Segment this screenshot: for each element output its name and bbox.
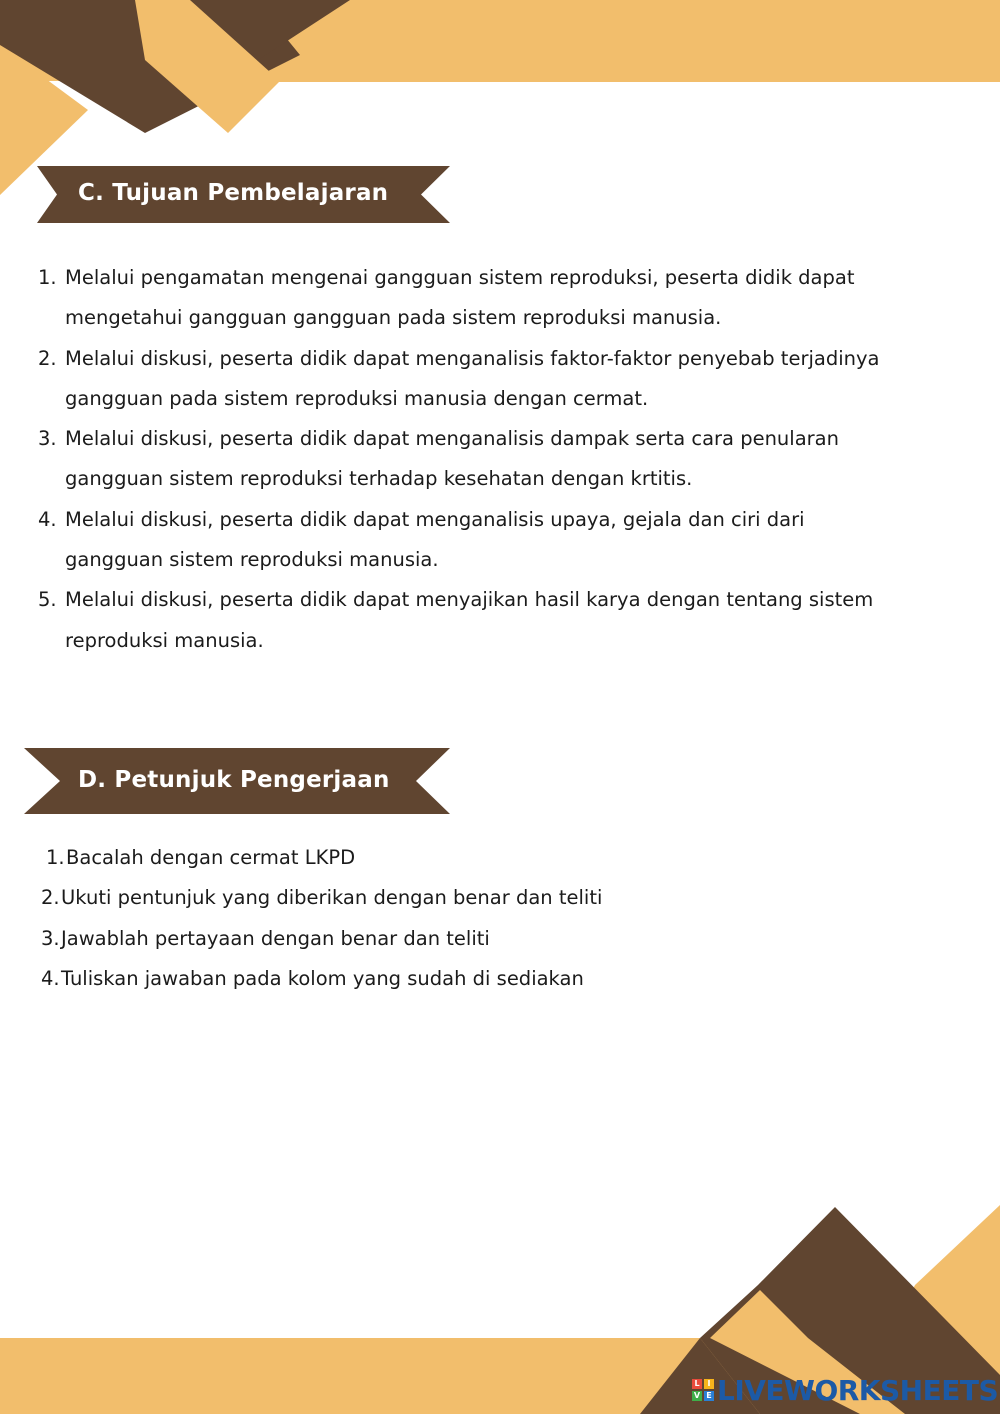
logo-letter: L: [692, 1379, 702, 1389]
list-item-number: 1.: [46, 846, 65, 869]
liveworksheets-watermark: [692, 1374, 998, 1406]
list-item-text: Jawablah pertayaan dengan benar dan teliti: [61, 926, 490, 950]
list-item-text: Melalui diskusi, peserta didik dapat menyajikan hasil karya dengan tentang sistem reproduksi manusia.: [65, 588, 874, 652]
list-item-number: 4.: [38, 507, 57, 531]
instructions-list: [41, 838, 941, 999]
list-item-text: Melalui diskusi, peserta didik dapat menganalisis dampak serta cara penularan gangguan sistem reproduksi terhadap kesehatan dengan krtitis.: [65, 427, 839, 491]
watermark-text: LIVEWORKSHEETS: [717, 1373, 999, 1407]
logo-letter: I: [704, 1379, 714, 1389]
section-c-title: C. Tujuan Pembelajaran: [78, 180, 389, 206]
list-item: [41, 838, 941, 878]
liveworksheets-logo-icon: [692, 1379, 714, 1401]
section-d-banner: [24, 748, 450, 814]
list-item-number: 2.: [41, 886, 60, 910]
list-item-number: 3.: [38, 427, 57, 451]
list-item: [41, 959, 941, 999]
list-item: [38, 500, 968, 581]
logo-letter: V: [693, 1391, 701, 1400]
list-item-text: Tuliskan jawaban pada kolom yang sudah di sediakan: [61, 966, 584, 990]
section-d-title: D. Petunjuk Pengerjaan: [78, 767, 390, 793]
list-item: [38, 580, 968, 661]
list-item-number: 2.: [38, 346, 57, 370]
list-item-text: Melalui pengamatan mengenai gangguan sistem reproduksi, peserta didik dapat mengetahui gangguan gangguan pada sistem reproduksi manusia.: [65, 266, 855, 330]
objectives-list: [38, 258, 968, 661]
list-item-text: Bacalah dengan cermat LKPD: [66, 846, 356, 869]
list-item: [38, 258, 968, 339]
section-c-banner: [37, 166, 450, 223]
top-white-inset: [258, 81, 1000, 82]
list-item-number: 3.: [41, 926, 60, 950]
list-item-text: Melalui diskusi, peserta didik dapat menganalisis upaya, gejala dan ciri dari gangguan sistem reproduksi manusia.: [65, 507, 805, 572]
list-item-number: 1.: [38, 266, 57, 289]
list-item-text: Melalui diskusi, peserta didik dapat menganalisis faktor-faktor penyebab terjadinya gangguan pada sistem reproduksi manusia dengan cermat.: [65, 346, 880, 410]
list-item-number: 4.: [41, 966, 60, 990]
list-item: [41, 919, 941, 959]
list-item: [38, 339, 968, 420]
list-item-number: 5.: [38, 588, 57, 612]
list-item-text: Ukuti pentunjuk yang diberikan dengan benar dan teliti: [61, 886, 603, 910]
list-item: [38, 419, 968, 500]
list-item: [41, 878, 941, 918]
logo-letter: E: [704, 1391, 714, 1401]
